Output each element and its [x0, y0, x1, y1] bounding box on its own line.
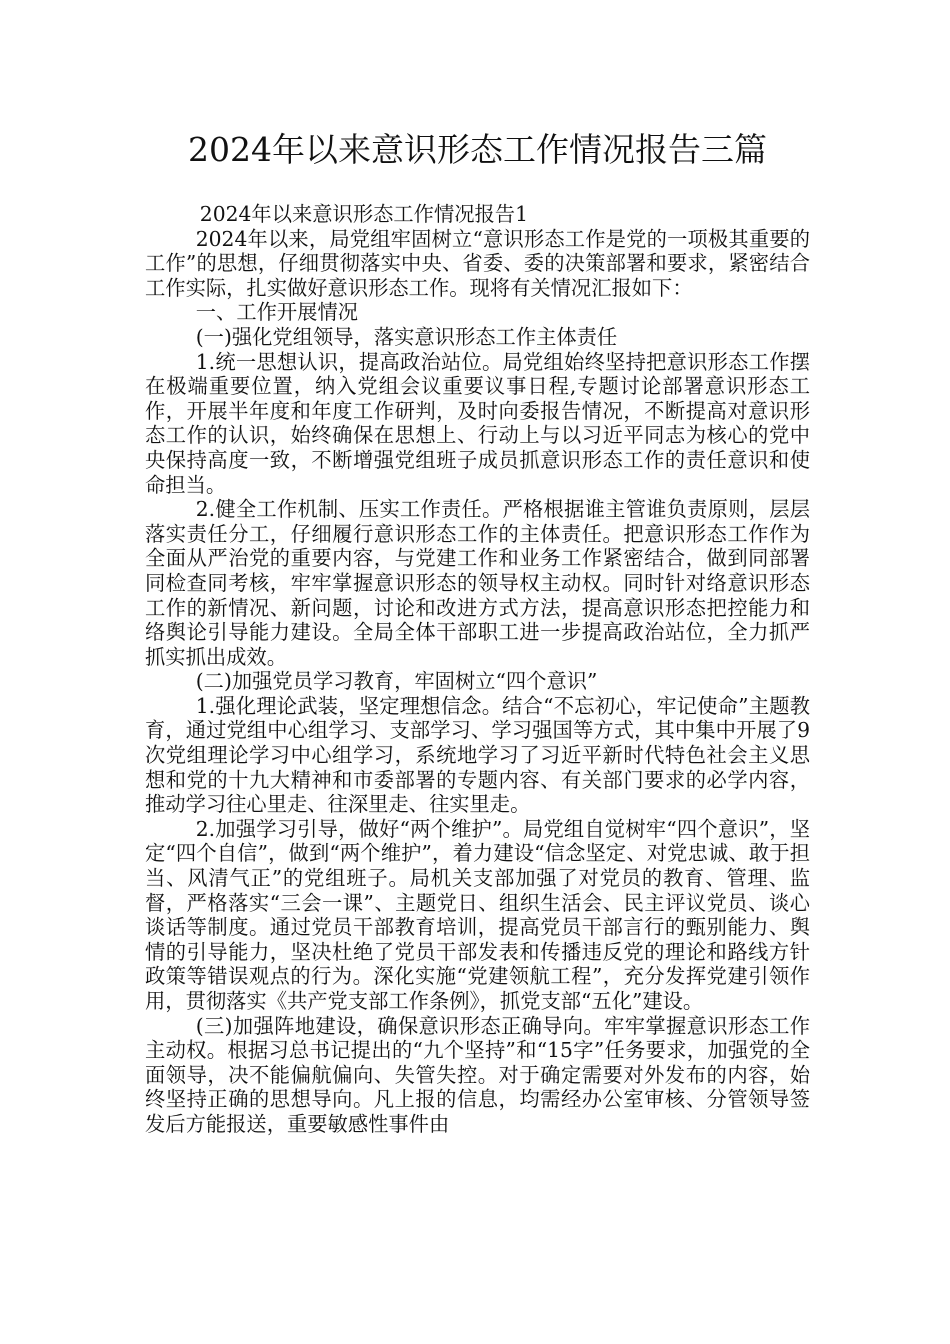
document-title: 2024年以来意识形态工作情况报告三篇 [188, 130, 767, 169]
document-page [145, 124, 810, 1137]
body-paragraph: 1.强化理论武装，坚定理想信念。结合“不忘初心，牢记使命”主题教育，通过党组中心组学习、支部学习、学习强国等方式，其中集中开展了9次党组理论学习中心组学习，系统地学习了习近平新时代特色社会主义思想和党的十九大精神和市委部署的专题内容、有关部门要求的必学内容，推动学习往心里走、往深里走、往实里走。 [145, 693, 810, 817]
body-paragraph: (三)加强阵地建设，确保意识形态正确导向。牢牢掌握意识形态工作主动权。根据习总书记提出的“九个坚持”和“15字”任务要求，加强党的全面领导，决不能偏航偏向、失管失控。对于确定需要对外发布的内容，始终坚持正确的思想导向。凡上报的信息，均需经办公室审核、分管领导签发后方能报送，重要敏感性事件由 [145, 1013, 810, 1136]
body-paragraph: 2.加强学习引导，做好“两个维护”。局党组自觉树牢“四个意识”，坚定“四个自信”，做到“两个维护”，着力建设“信念坚定、对党忠诚、敢于担当、风清气正”的党组班子。局机关支部加强了对党员的教育、管理、监督，严格落实“三会一课”、主题党日、组织生活会、民主评议党员、谈心谈话等制度。通过党员干部教育培训，提高党员干部言行的甄别能力、舆情的引导能力，坚决杜绝了党员干部发表和传播违反党的理论和路线方针政策等错误观点的行为。深化实施“党建领航工程”，充分发挥党建引领作用，贯彻落实《共产党支部工作条例》，抓党支部“五化”建设。 [145, 816, 810, 1013]
body-paragraph: 2.健全工作机制、压实工作责任。严格根据谁主管谁负责原则，层层落实责任分工，仔细履行意识形态工作的主体责任。把意识形态工作作为全面从严治党的重要内容，与党建工作和业务工作紧密结合，做到同部署同检查同考核，牢牢掌握意识形态的领导权主动权。同时针对络意识形态工作的新情况、新问题，讨论和改进方式方法，提高意识形态把控能力和络舆论引导能力建设。全局全体干部职工进一步提高政治站位，全力抓严抓实抓出成效。 [145, 497, 810, 669]
section-heading-1: 一、工作开展情况 [195, 300, 359, 325]
body-paragraph: 1.统一思想认识，提高政治站位。局党组始终坚持把意识形态工作摆在极端重要位置，纳入党组会议重要议事日程,专题讨论部署意识形态工作，开展半年度和年度工作研判，及时向委报告情况，不断提高对意识形态工作的认识，始终确保在思想上、行动上与以习近平同志为核心的党中央保持高度一致，不断增强党组班子成员抓意识形态工作的责任意识和使命担当。 [145, 349, 810, 497]
intro-paragraph: 2024年以来，局党组牢固树立“意识形态工作是党的一项极其重要的工作”的思想，仔细贯彻落实中央、省委、委的决策部署和要求，紧密结合工作实际，扎实做好意识形态工作。现将有关情况汇报如下： [145, 226, 810, 300]
report-subtitle: 2024年以来意识形态工作情况报告1 [199, 202, 528, 226]
subsection-heading-2: (二)加强党员学习教育，牢固树立“四个意识” [195, 669, 598, 694]
subsection-heading-1: (一)强化党组领导，落实意识形态工作主体责任 [195, 324, 618, 349]
